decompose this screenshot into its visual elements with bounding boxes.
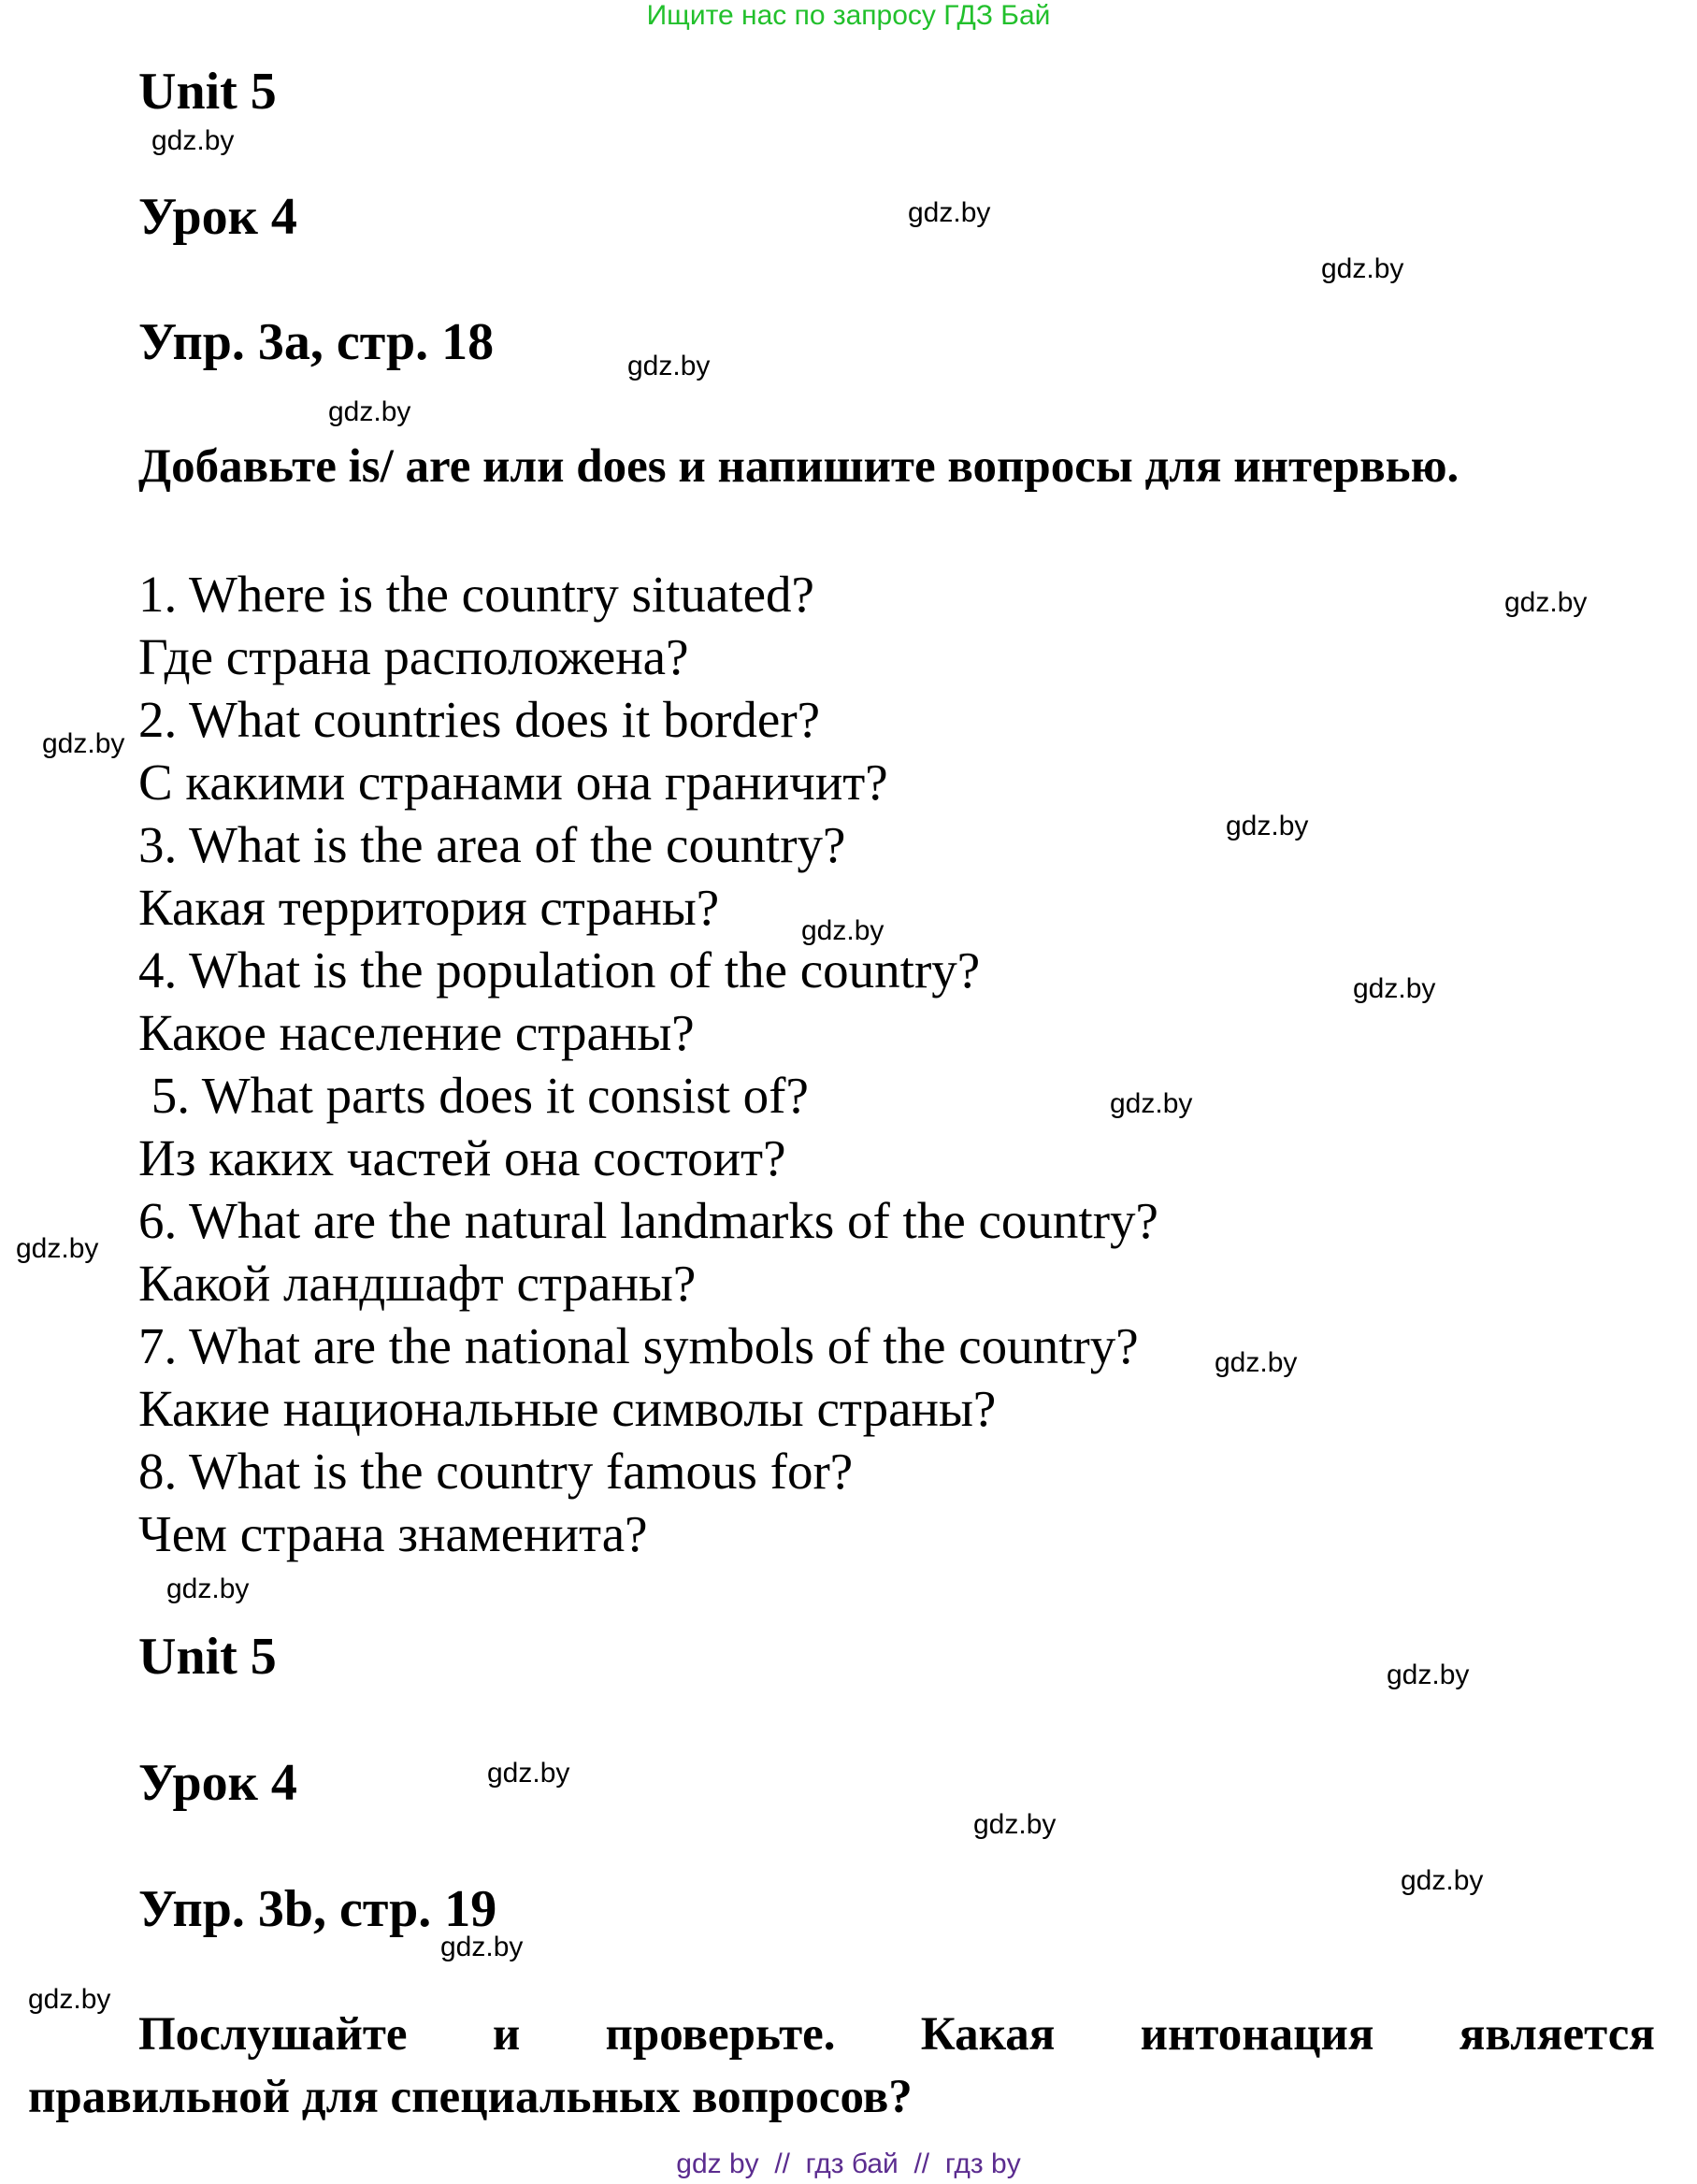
question-line: 1. Where is the country situated? bbox=[138, 566, 814, 623]
translation-line: Какой ландшафт страны? bbox=[138, 1255, 697, 1312]
watermark: gdz.by bbox=[166, 1573, 250, 1604]
watermark: gdz.by bbox=[1215, 1347, 1298, 1378]
exercise-heading: Упр. 3b, стр. 19 bbox=[138, 1880, 497, 1938]
watermark: gdz.by bbox=[440, 1932, 524, 1962]
question-line: 4. What is the population of the country? bbox=[138, 941, 981, 999]
watermark: gdz.by bbox=[487, 1758, 570, 1789]
instruction-word: является bbox=[1459, 2008, 1655, 2061]
translation-line: Какие национальные символы страны? bbox=[138, 1380, 997, 1437]
instruction-word: Послушайте bbox=[138, 2008, 408, 2061]
question-line: 3. What is the area of the country? bbox=[138, 816, 846, 873]
watermark: gdz.by bbox=[16, 1233, 99, 1264]
watermark: gdz.by bbox=[1504, 587, 1588, 618]
watermark: gdz.by bbox=[328, 396, 411, 427]
watermark: gdz.by bbox=[973, 1809, 1057, 1840]
translation-line: Какое население страны? bbox=[138, 1004, 695, 1061]
instruction-word: проверьте. bbox=[605, 2008, 836, 2061]
site-banner: Ищите нас по запросу ГДЗ Бай bbox=[646, 0, 1051, 31]
instruction-word: Какая bbox=[920, 2008, 1056, 2061]
translation-line: Какая территория страны? bbox=[138, 879, 720, 936]
watermark: gdz.by bbox=[28, 1984, 111, 2015]
unit-heading: Unit 5 bbox=[138, 63, 277, 121]
question-line: 5. What parts does it consist of? bbox=[138, 1067, 809, 1124]
watermark: gdz.by bbox=[627, 351, 711, 381]
instruction-word: и bbox=[492, 2008, 521, 2061]
translation-line: Чем страна знаменита? bbox=[138, 1505, 648, 1562]
unit-heading: Unit 5 bbox=[138, 1628, 277, 1686]
question-line: 7. What are the national symbols of the country? bbox=[138, 1317, 1139, 1374]
exercise-instruction: Добавьте is/ are или does и напишите вопросы для интервью. bbox=[138, 440, 1460, 493]
watermark: gdz.by bbox=[801, 915, 884, 946]
lesson-heading: Урок 4 bbox=[138, 1754, 297, 1812]
question-line: 6. What are the natural landmarks of the country? bbox=[138, 1192, 1158, 1249]
exercise-instruction-line-2: правильной для специальных вопросов? bbox=[28, 2071, 913, 2123]
question-line: 2. What countries does it border? bbox=[138, 691, 821, 748]
watermark: gdz.by bbox=[1226, 811, 1309, 841]
instruction-word: интонация bbox=[1140, 2008, 1374, 2061]
exercise-heading: Упр. 3а, стр. 18 bbox=[138, 313, 495, 371]
watermark: gdz.by bbox=[151, 125, 235, 156]
translation-line: Из каких частей она состоит? bbox=[138, 1129, 786, 1186]
exercise-instruction-line-1 bbox=[138, 2006, 1655, 2062]
translation-line: Где страна расположена? bbox=[138, 628, 689, 685]
watermark: gdz.by bbox=[1110, 1088, 1193, 1119]
question-line: 8. What is the country famous for? bbox=[138, 1443, 854, 1500]
watermark: gdz.by bbox=[42, 728, 125, 759]
watermark: gdz.by bbox=[1353, 973, 1436, 1004]
lesson-heading: Урок 4 bbox=[138, 188, 297, 246]
footer-watermark: gdz by // гдз бай // гдз by bbox=[676, 2148, 1021, 2179]
watermark: gdz.by bbox=[908, 197, 991, 228]
watermark: gdz.by bbox=[1387, 1660, 1470, 1690]
translation-line: С какими странами она граничит? bbox=[138, 754, 888, 811]
watermark: gdz.by bbox=[1321, 253, 1404, 284]
watermark: gdz.by bbox=[1401, 1865, 1484, 1896]
